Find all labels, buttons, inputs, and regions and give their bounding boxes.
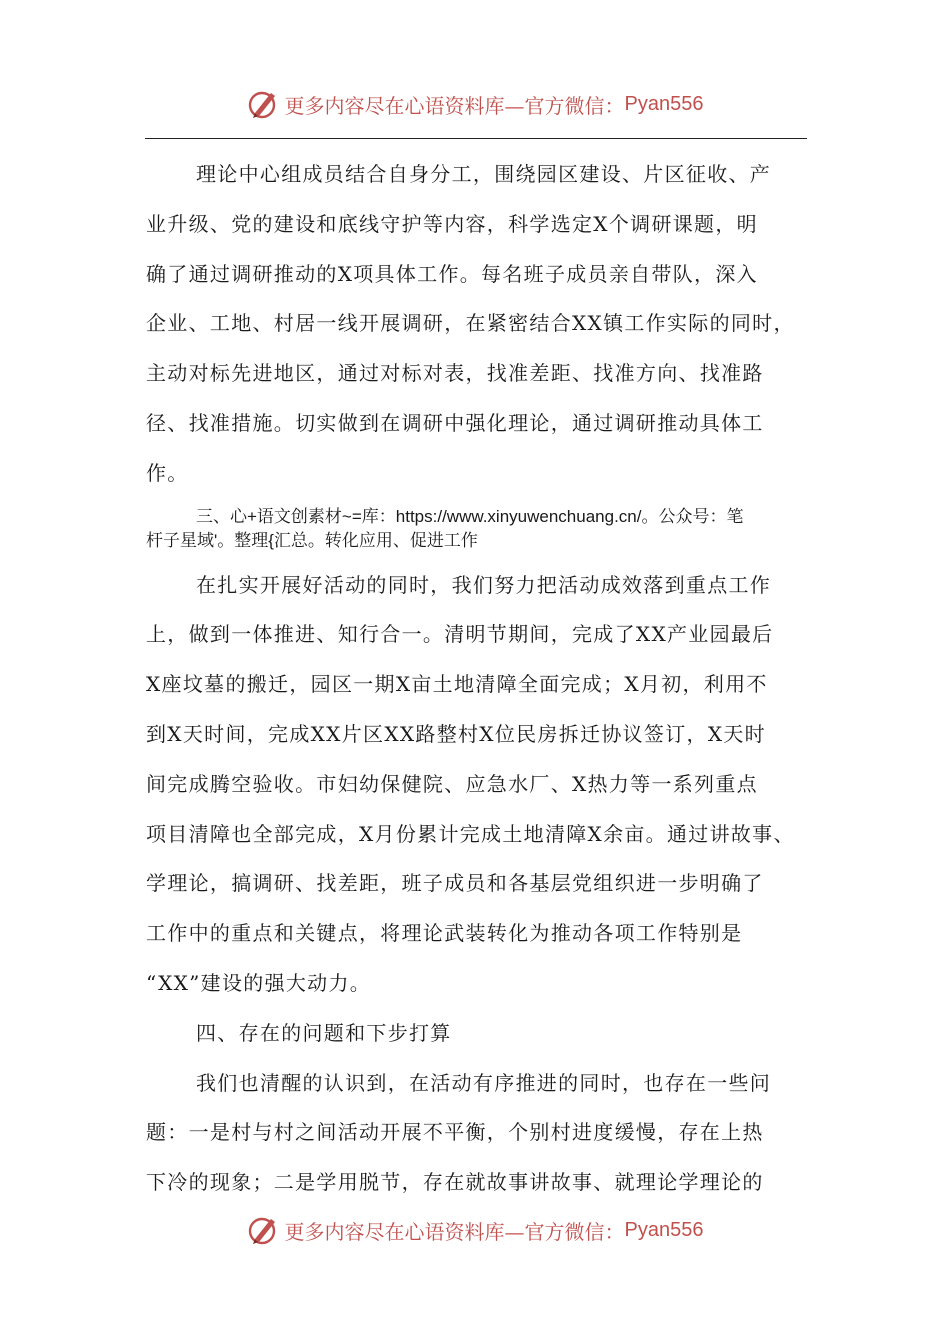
text-line: 上，做到一体推进、知行合一。清明节期间，完成了XX产业园最后 — [146, 622, 774, 647]
text-line: 在扎实开展好活动的同时，我们努力把活动成效落到重点工作 — [196, 572, 772, 597]
text-line: 业升级、党的建设和底线守护等内容，科学选定X个调研课题，明 — [146, 211, 758, 236]
pen-circle-logo-icon — [247, 1213, 281, 1247]
text-line: 学理论，搞调研、找差距，班子成员和各基层党组织进一步明确了 — [146, 871, 764, 896]
text-line: 工作中的重点和关键点，将理论武装转化为推动各项工作特别是 — [146, 921, 743, 946]
paragraph-1 — [146, 150, 818, 499]
section-heading-4: 四、存在的问题和下步打算 — [196, 1020, 452, 1045]
paragraph-3 — [146, 1059, 818, 1208]
text-line: 下冷的现象；二是学用脱节，存在就故事讲故事、就理论学理论的 — [146, 1170, 764, 1195]
header-rule — [145, 138, 807, 139]
text-line: 企业、工地、村居一线开展调研，在紧密结合XX镇工作实际的同时， — [146, 311, 795, 336]
text-line: 径、找准措施。切实做到在调研中强化理论，通过调研推动具体工 — [146, 410, 764, 435]
footer-banner-id: Pyan556 — [624, 1218, 704, 1241]
text-line: “XX”建设的强大动力。 — [146, 970, 372, 995]
text-line: 理论中心组成员结合自身分工，围绕园区建设、片区征收、产 — [196, 162, 772, 186]
heading-line: 杆子星域'。整理{汇总。转化应用、促进工作 — [146, 530, 478, 550]
text-line: 到X天时间，完成XX片区XX路整村X位民房拆迁协议签订，X天时 — [146, 721, 766, 746]
text-line: 确了通过调研推动的X项具体工作。每名班子成员亲自带队，深入 — [146, 261, 758, 286]
text-line: 项目清障也全部完成，X月份累计完成土地清障X余亩。通过讲故事、 — [146, 821, 795, 846]
text-line: 主动对标先进地区，通过对标对表，找准差距、找准方向、找准路 — [146, 361, 764, 386]
text-line: 题：一是村与村之间活动开展不平衡，个别村进度缓慢，存在上热 — [146, 1120, 764, 1145]
footer-banner-text: 更多内容尽在心语资料库—官方微信： — [284, 1219, 625, 1244]
document-body — [146, 150, 818, 1208]
text-line: 作。 — [146, 460, 189, 485]
heading-line: 三、心+语文创素材~=库：https://www.xinyuwenchuang.cn/。公众号：笔 — [196, 506, 744, 526]
footer-banner — [0, 1210, 950, 1250]
pen-circle-logo-icon — [247, 87, 281, 121]
paragraph-2 — [146, 561, 818, 1009]
header-banner-text: 更多内容尽在心语资料库—官方微信： — [284, 93, 625, 118]
section-heading-3 — [146, 499, 818, 561]
header-banner — [0, 84, 950, 124]
text-line: 我们也清醒的认识到，在活动有序推进的同时，也存在一些问 — [196, 1070, 772, 1095]
header-banner-id: Pyan556 — [624, 92, 704, 115]
text-line: X座坟墓的搬迁，园区一期X亩土地清障全面完成；X月初，利用不 — [146, 672, 768, 697]
text-line: 间完成腾空验收。市妇幼保健院、应急水厂、X热力等一系列重点 — [146, 771, 758, 796]
